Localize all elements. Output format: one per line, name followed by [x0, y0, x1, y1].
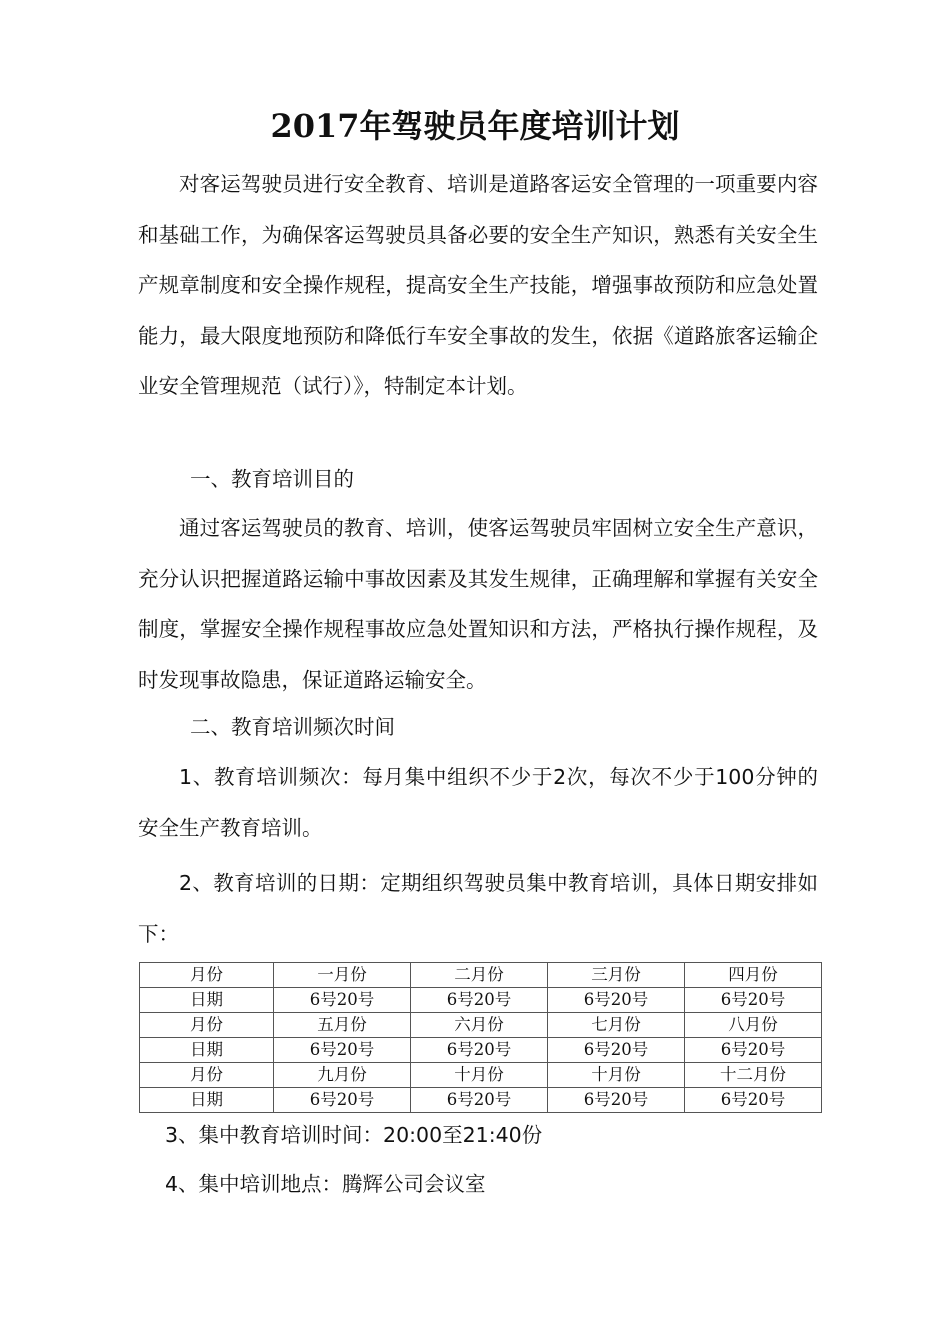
table-cell: 月份: [140, 963, 274, 988]
table-row: [140, 1013, 822, 1038]
table-cell: 6号20号: [548, 988, 685, 1013]
table-cell: 6号20号: [685, 1088, 822, 1113]
training-schedule-table: [139, 962, 822, 1113]
table-row: [140, 1038, 822, 1063]
table-cell: 十月份: [411, 1063, 548, 1088]
table-cell: 日期: [140, 988, 274, 1013]
table-cell: 6号20号: [685, 988, 822, 1013]
document-title: 2017年驾驶员年度培训计划: [270, 107, 680, 145]
table-row: [140, 1063, 822, 1088]
table-cell: 6号20号: [548, 1038, 685, 1063]
section2-heading: 二、教育培训频次时间: [190, 715, 395, 739]
table-cell: 日期: [140, 1088, 274, 1113]
section1-body: 通过客运驾驶员的教育、培训，使客运驾驶员牢固树立安全生产意识，充分认识把握道路运输中事故因素及其发生规律，正确理解和掌握有关安全制度，掌握安全操作规程事故应急处置知识和方法，严格执行操作规程，及时发现事故隐患，保证道路运输安全。: [138, 516, 818, 692]
section2-item2: 2、教育培训的日期：定期组织驾驶员集中教育培训，具体日期安排如下：: [138, 871, 818, 946]
table-cell: 6号20号: [411, 1038, 548, 1063]
table-cell: 6号20号: [274, 1038, 411, 1063]
table-cell: 6号20号: [411, 988, 548, 1013]
table-cell: 四月份: [685, 963, 822, 988]
section2-item1: 1、教育培训频次：每月集中组织不少于2次，每次不少于100分钟的安全生产教育培训。: [138, 765, 818, 840]
table-row: [140, 988, 822, 1013]
table-cell: 二月份: [411, 963, 548, 988]
table-cell: 十月份: [548, 1063, 685, 1088]
table-cell: 6号20号: [274, 1088, 411, 1113]
section2-item4: 4、集中培训地点：腾辉公司会议室: [165, 1172, 486, 1196]
table-cell: 八月份: [685, 1013, 822, 1038]
section2-item3: 3、集中教育培训时间：20:00至21:40份: [165, 1123, 543, 1147]
table-cell: 三月份: [548, 963, 685, 988]
table-cell: 七月份: [548, 1013, 685, 1038]
table-cell: 6号20号: [548, 1088, 685, 1113]
table-row: [140, 1088, 822, 1113]
table-cell: 五月份: [274, 1013, 411, 1038]
table-cell: 月份: [140, 1013, 274, 1038]
table-cell: 六月份: [411, 1013, 548, 1038]
table-cell: 6号20号: [411, 1088, 548, 1113]
section1-heading: 一、教育培训目的: [190, 467, 354, 491]
table-cell: 月份: [140, 1063, 274, 1088]
table-cell: 九月份: [274, 1063, 411, 1088]
table-cell: 6号20号: [274, 988, 411, 1013]
table-cell: 6号20号: [685, 1038, 822, 1063]
table-cell: 一月份: [274, 963, 411, 988]
table-cell: 十二月份: [685, 1063, 822, 1088]
table-cell: 日期: [140, 1038, 274, 1063]
table-row: [140, 963, 822, 988]
intro-paragraph: 对客运驾驶员进行安全教育、培训是道路客运安全管理的一项重要内容和基础工作，为确保客运驾驶员具备必要的安全生产知识，熟悉有关安全生产规章制度和安全操作规程，提高安全生产技能，增强事故预防和应急处置能力，最大限度地预防和降低行车安全事故的发生，依据《道路旅客运输企业安全管理规范（试行）》，特制定本计划。: [138, 172, 818, 398]
